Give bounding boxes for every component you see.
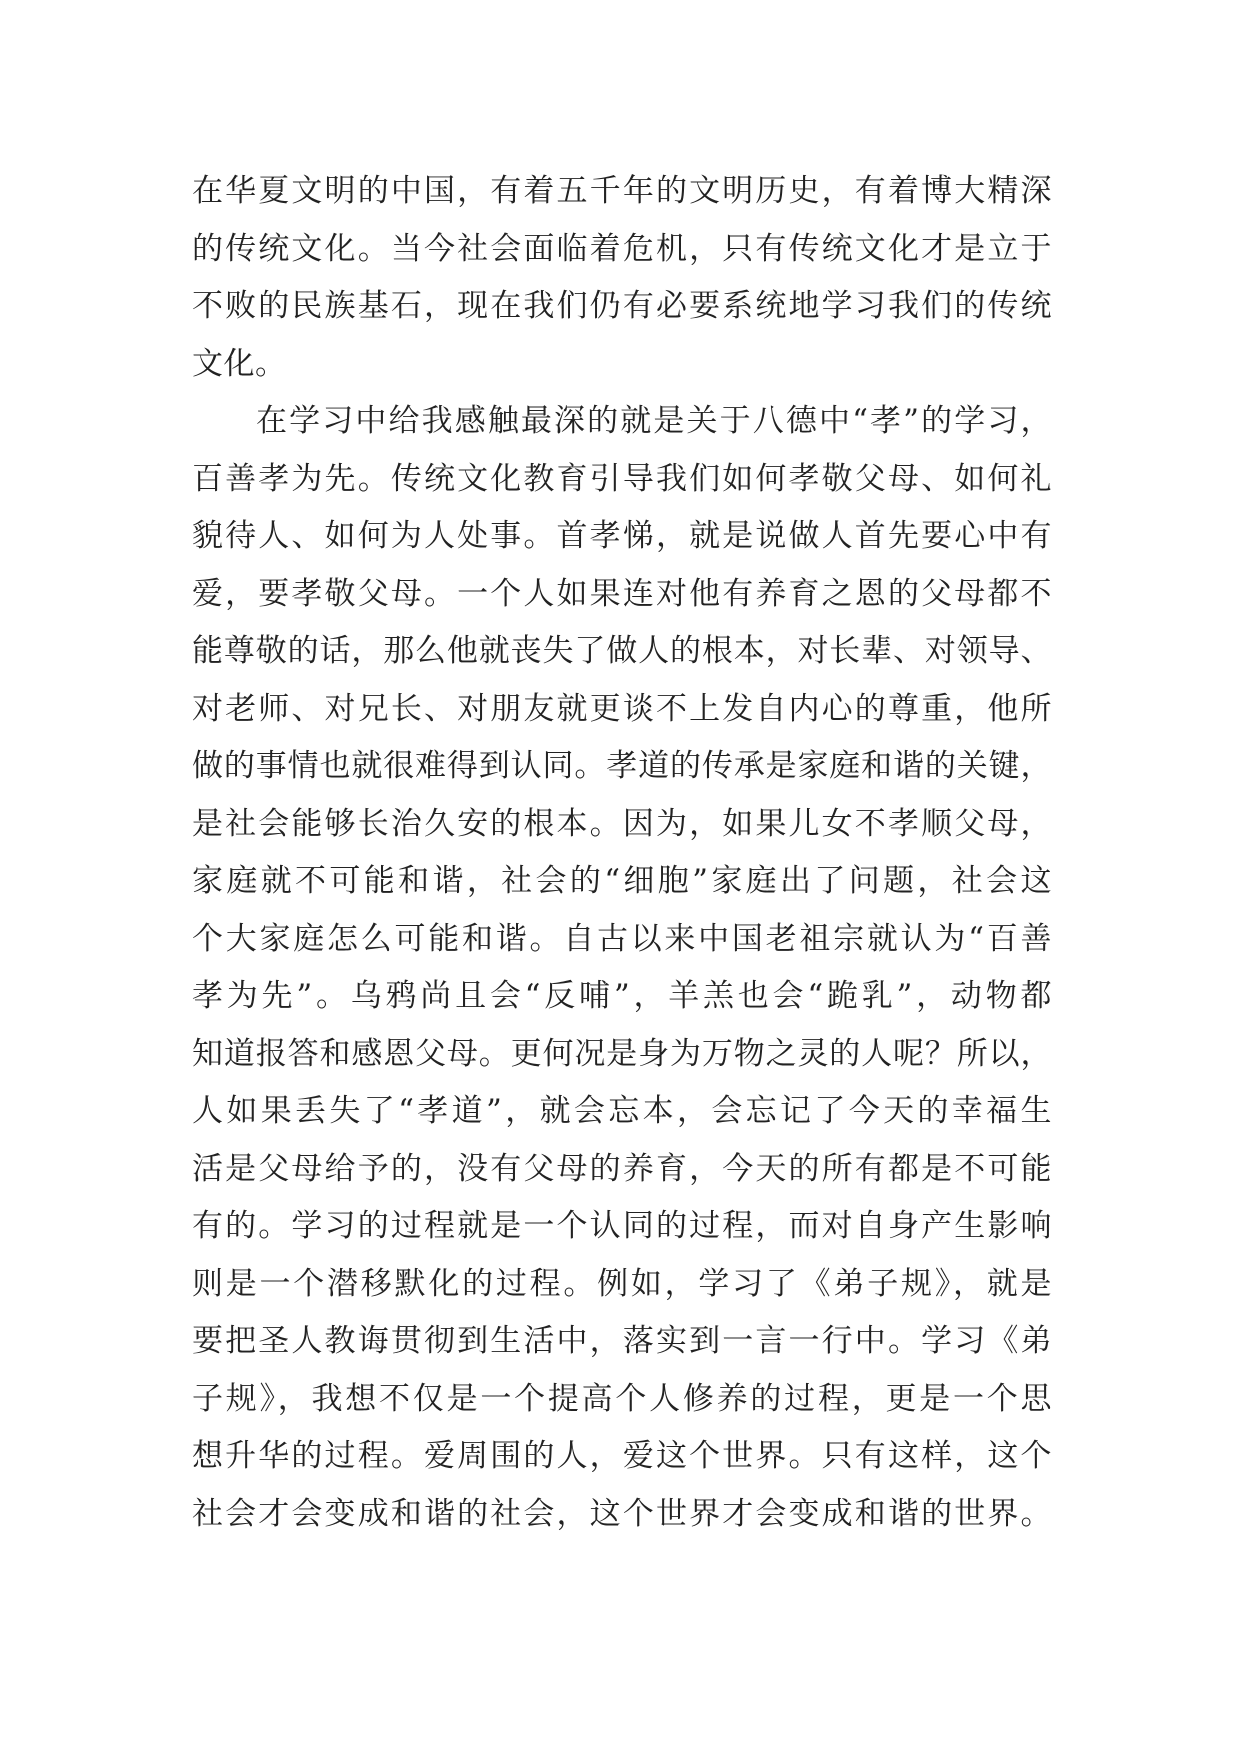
text-line: 个大家庭怎么可能和谐。自古以来中国老祖宗就认为“百善	[192, 920, 1052, 957]
text-line: 有的。学习的过程就是一个认同的过程，而对自身产生影响	[192, 1208, 1052, 1244]
text-line: 是社会能够长治久安的根本。因为，如果儿女不孝顺父母，	[192, 805, 1052, 842]
text-line: 对老师、对兄长、对朋友就更谈不上发自内心的尊重，他所	[192, 690, 1052, 727]
text-line: 要把圣人教诲贯彻到生活中，落实到一言一行中。学习《弟	[192, 1323, 1052, 1359]
text-line: 活是父母给予的，没有父母的养育，今天的所有都是不可能	[192, 1150, 1052, 1187]
text-line: 能尊敬的话，那么他就丧失了做人的根本，对长辈、对领导、	[192, 633, 1052, 669]
text-line: 貌待人、如何为人处事。首孝悌，就是说做人首先要心中有	[192, 518, 1052, 554]
paragraph-1	[192, 163, 1052, 393]
text-line: 知道报答和感恩父母。更何况是身为万物之灵的人呢？所以，	[192, 1035, 1052, 1072]
text-line: 百善孝为先。传统文化教育引导我们如何孝敬父母、如何礼	[192, 460, 1052, 497]
text-line: 则是一个潜移默化的过程。例如，学习了《弟子规》，就是	[192, 1265, 1052, 1302]
text-line: 想升华的过程。爱周围的人，爱这个世界。只有这样，这个	[192, 1438, 1052, 1474]
text-line: 家庭就不可能和谐，社会的“细胞”家庭出了问题，社会这	[192, 863, 1052, 899]
text-line: 人如果丢失了“孝道”，就会忘本，会忘记了今天的幸福生	[192, 1093, 1052, 1129]
text-line: 不败的民族基石，现在我们仍有必要系统地学习我们的传统	[192, 288, 1052, 324]
text-line: 子规》，我想不仅是一个提高个人修养的过程，更是一个思	[192, 1380, 1052, 1417]
text-line: 社会才会变成和谐的社会，这个世界才会变成和谐的世界。	[192, 1495, 1052, 1532]
text-line: 的传统文化。当今社会面临着危机，只有传统文化才是立于	[192, 230, 1052, 267]
text-line: 爱，要孝敬父母。一个人如果连对他有养育之恩的父母都不	[192, 575, 1052, 612]
paragraph-2	[192, 393, 1052, 1543]
text-line: 孝为先”。乌鸦尚且会“反哺”，羊羔也会“跪乳”，动物都	[192, 978, 1052, 1014]
text-line: 在华夏文明的中国，有着五千年的文明历史，有着博大精深	[192, 173, 1052, 209]
text-line: 在学习中给我感触最深的就是关于八德中“孝”的学习，	[256, 403, 1052, 439]
text-line: 文化。	[192, 345, 287, 382]
text-line: 做的事情也就很难得到认同。孝道的传承是家庭和谐的关键，	[192, 748, 1052, 784]
document-body	[192, 163, 1052, 1543]
